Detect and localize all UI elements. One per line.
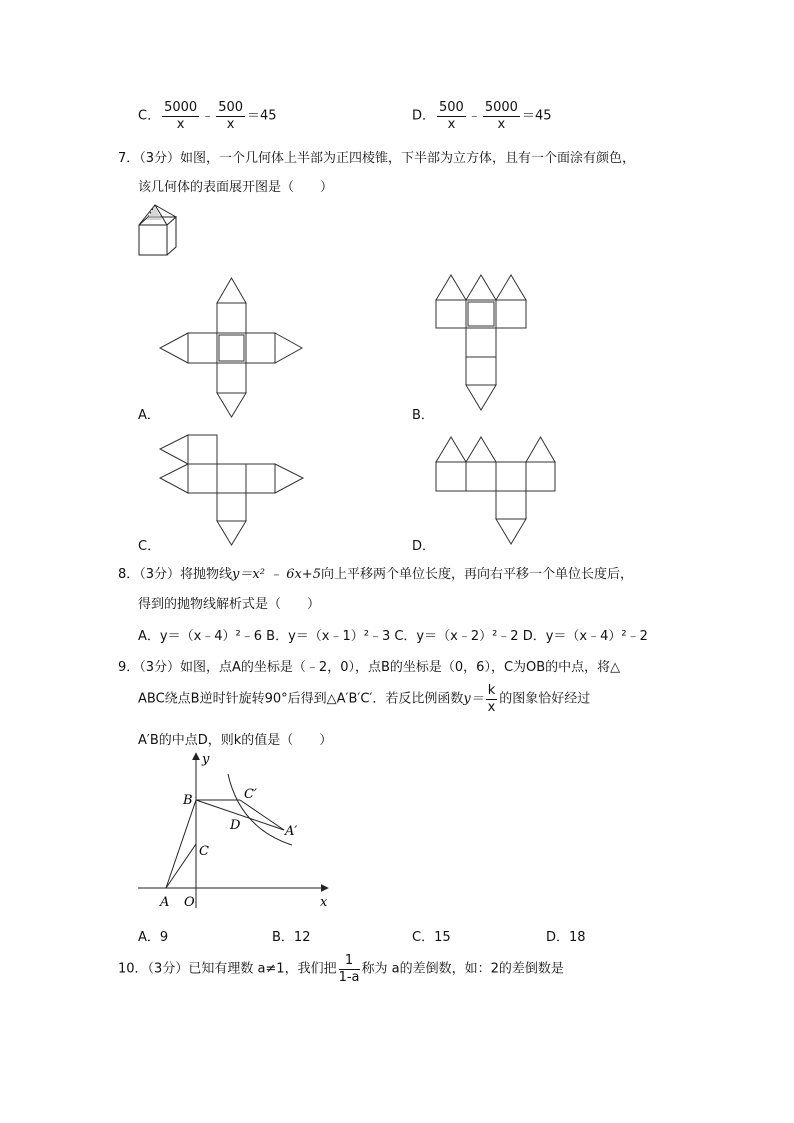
q9-graph: [130, 748, 350, 913]
graph-c-label: C: [199, 844, 209, 859]
q9-option-d: D．18: [546, 930, 586, 945]
q7-line1: 7．（3分）如图，一个几何体上半部为正四棱锥，下半部为立方体，且有一个面涂有颜色，: [118, 151, 636, 166]
net-a: [150, 272, 310, 422]
graph-x-label: x: [320, 895, 328, 910]
q9-option-b: B．12: [272, 930, 311, 945]
q9-line3: A′B的中点D，则k的值是（ ）: [138, 733, 333, 748]
q6-option-d: D． $\frac{500}{x}$ ﹣ $\frac{5000}{x}$ ＝45: [412, 100, 552, 132]
net-c: [150, 430, 310, 550]
q9-option-a: A．9: [138, 930, 169, 945]
q9-option-c: C．15: [412, 930, 451, 945]
fraction: $\frac{5000}{x}$: [164, 100, 198, 132]
fraction: $\frac{1}{1-a}$: [338, 953, 360, 985]
graph-b-label: B: [183, 793, 193, 808]
q9-line2: ABC绕点B逆时针旋转90°后得到△A′B′C′．若反比例函数y＝ $\frac{k}{x}$ 的图象恰好经过: [138, 683, 591, 715]
net-b-label: B．: [412, 408, 434, 423]
q10-line1: 10．（3分）已知有理数 a≠1，我们把 $\frac{1}{1-a}$ 称为 a的差倒数，如：2的差倒数是: [118, 953, 564, 985]
graph-a-label: A: [160, 895, 170, 910]
q8-line1: 8．（3分）将抛物线y＝x² ﹣ 6x+5向上平移两个单位长度，再向右平移一个单位长度后，: [118, 567, 633, 582]
net-d-label: D．: [412, 539, 436, 554]
q6-option-c: C． $\frac{5000}{x}$ ﹣ $\frac{500}{x}$ ＝45: [138, 100, 277, 132]
net-a-label: A．: [138, 408, 160, 423]
graph-y-label: y: [202, 752, 210, 767]
net-d: [430, 432, 565, 552]
net-b: [430, 270, 540, 415]
fraction: $\frac{5000}{x}$: [484, 100, 518, 132]
fraction: $\frac{k}{x}$: [487, 683, 496, 715]
graph-d-label: D: [230, 818, 241, 833]
fraction: $\frac{500}{x}$: [218, 100, 244, 132]
q7-line2: 该几何体的表面展开图是（ ）: [138, 180, 334, 195]
solid-figure: [136, 203, 182, 259]
graph-cprime-label: C′: [244, 787, 257, 802]
graph-o-label: O: [184, 895, 195, 910]
q8-line2: 得到的抛物线解析式是（ ）: [138, 597, 321, 612]
fraction: $\frac{500}{x}$: [439, 100, 464, 132]
q8-equation: y＝x² ﹣ 6x+5: [232, 567, 321, 582]
q9-line1: 9．（3分）如图，点A的坐标是（﹣2，0），点B的坐标是（0，6），C为OB的中点，将△: [118, 660, 621, 675]
graph-aprime-label: A′: [285, 824, 298, 839]
net-c-label: C．: [138, 539, 161, 554]
q8-options: A．y＝（x﹣4）²﹣6 B．y＝（x﹣1）²﹣3 C．y＝（x﹣2）²﹣2 D．y＝（x﹣4）²﹣2: [138, 629, 648, 644]
